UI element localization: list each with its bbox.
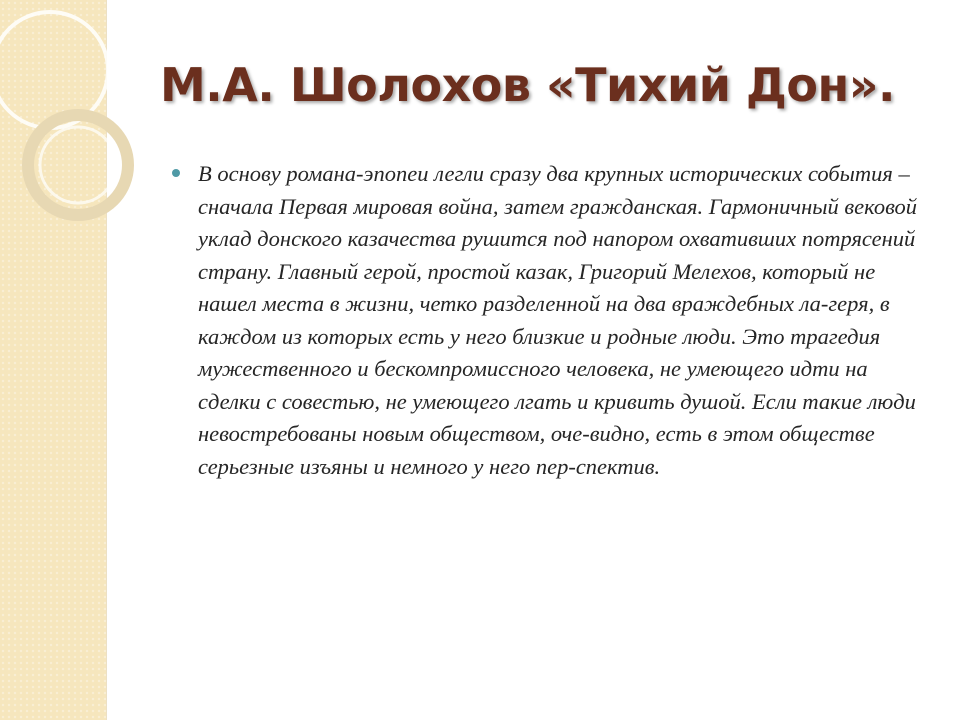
slide-title: М.А. Шолохов «Тихий Дон». — [160, 58, 895, 112]
decorative-circles — [0, 0, 140, 260]
decorative-circle-inner — [40, 127, 116, 203]
slide-content — [170, 158, 930, 483]
bullet-item — [170, 158, 930, 483]
bullet-dot-icon — [172, 169, 180, 177]
bullet-text: В основу романа-эпопеи легли сразу два крупных исторических события – сначала Первая мировая война, затем гражданская. Гармоничный вековой уклад донского казачества рушится под напором охвативших потрясений страну. Главный герой, простой казак, Григорий Мелехов, который не нашел места в жизни, четко разделенной на два враждебных ла-геря, в каждом из которых есть у него близкие и родные люди. Это трагедия мужественного и бескомпромиссного человека, не умеющего идти на сделки с совестью, не умеющего лгать и кривить душой. Если такие люди невостребованы новым обществом, оче-видно, есть в этом обществе серьезные изъяны и немного у него пер-спектив. — [198, 161, 918, 479]
decorative-circle-medium — [28, 115, 128, 215]
decorative-circle-large — [0, 12, 108, 128]
